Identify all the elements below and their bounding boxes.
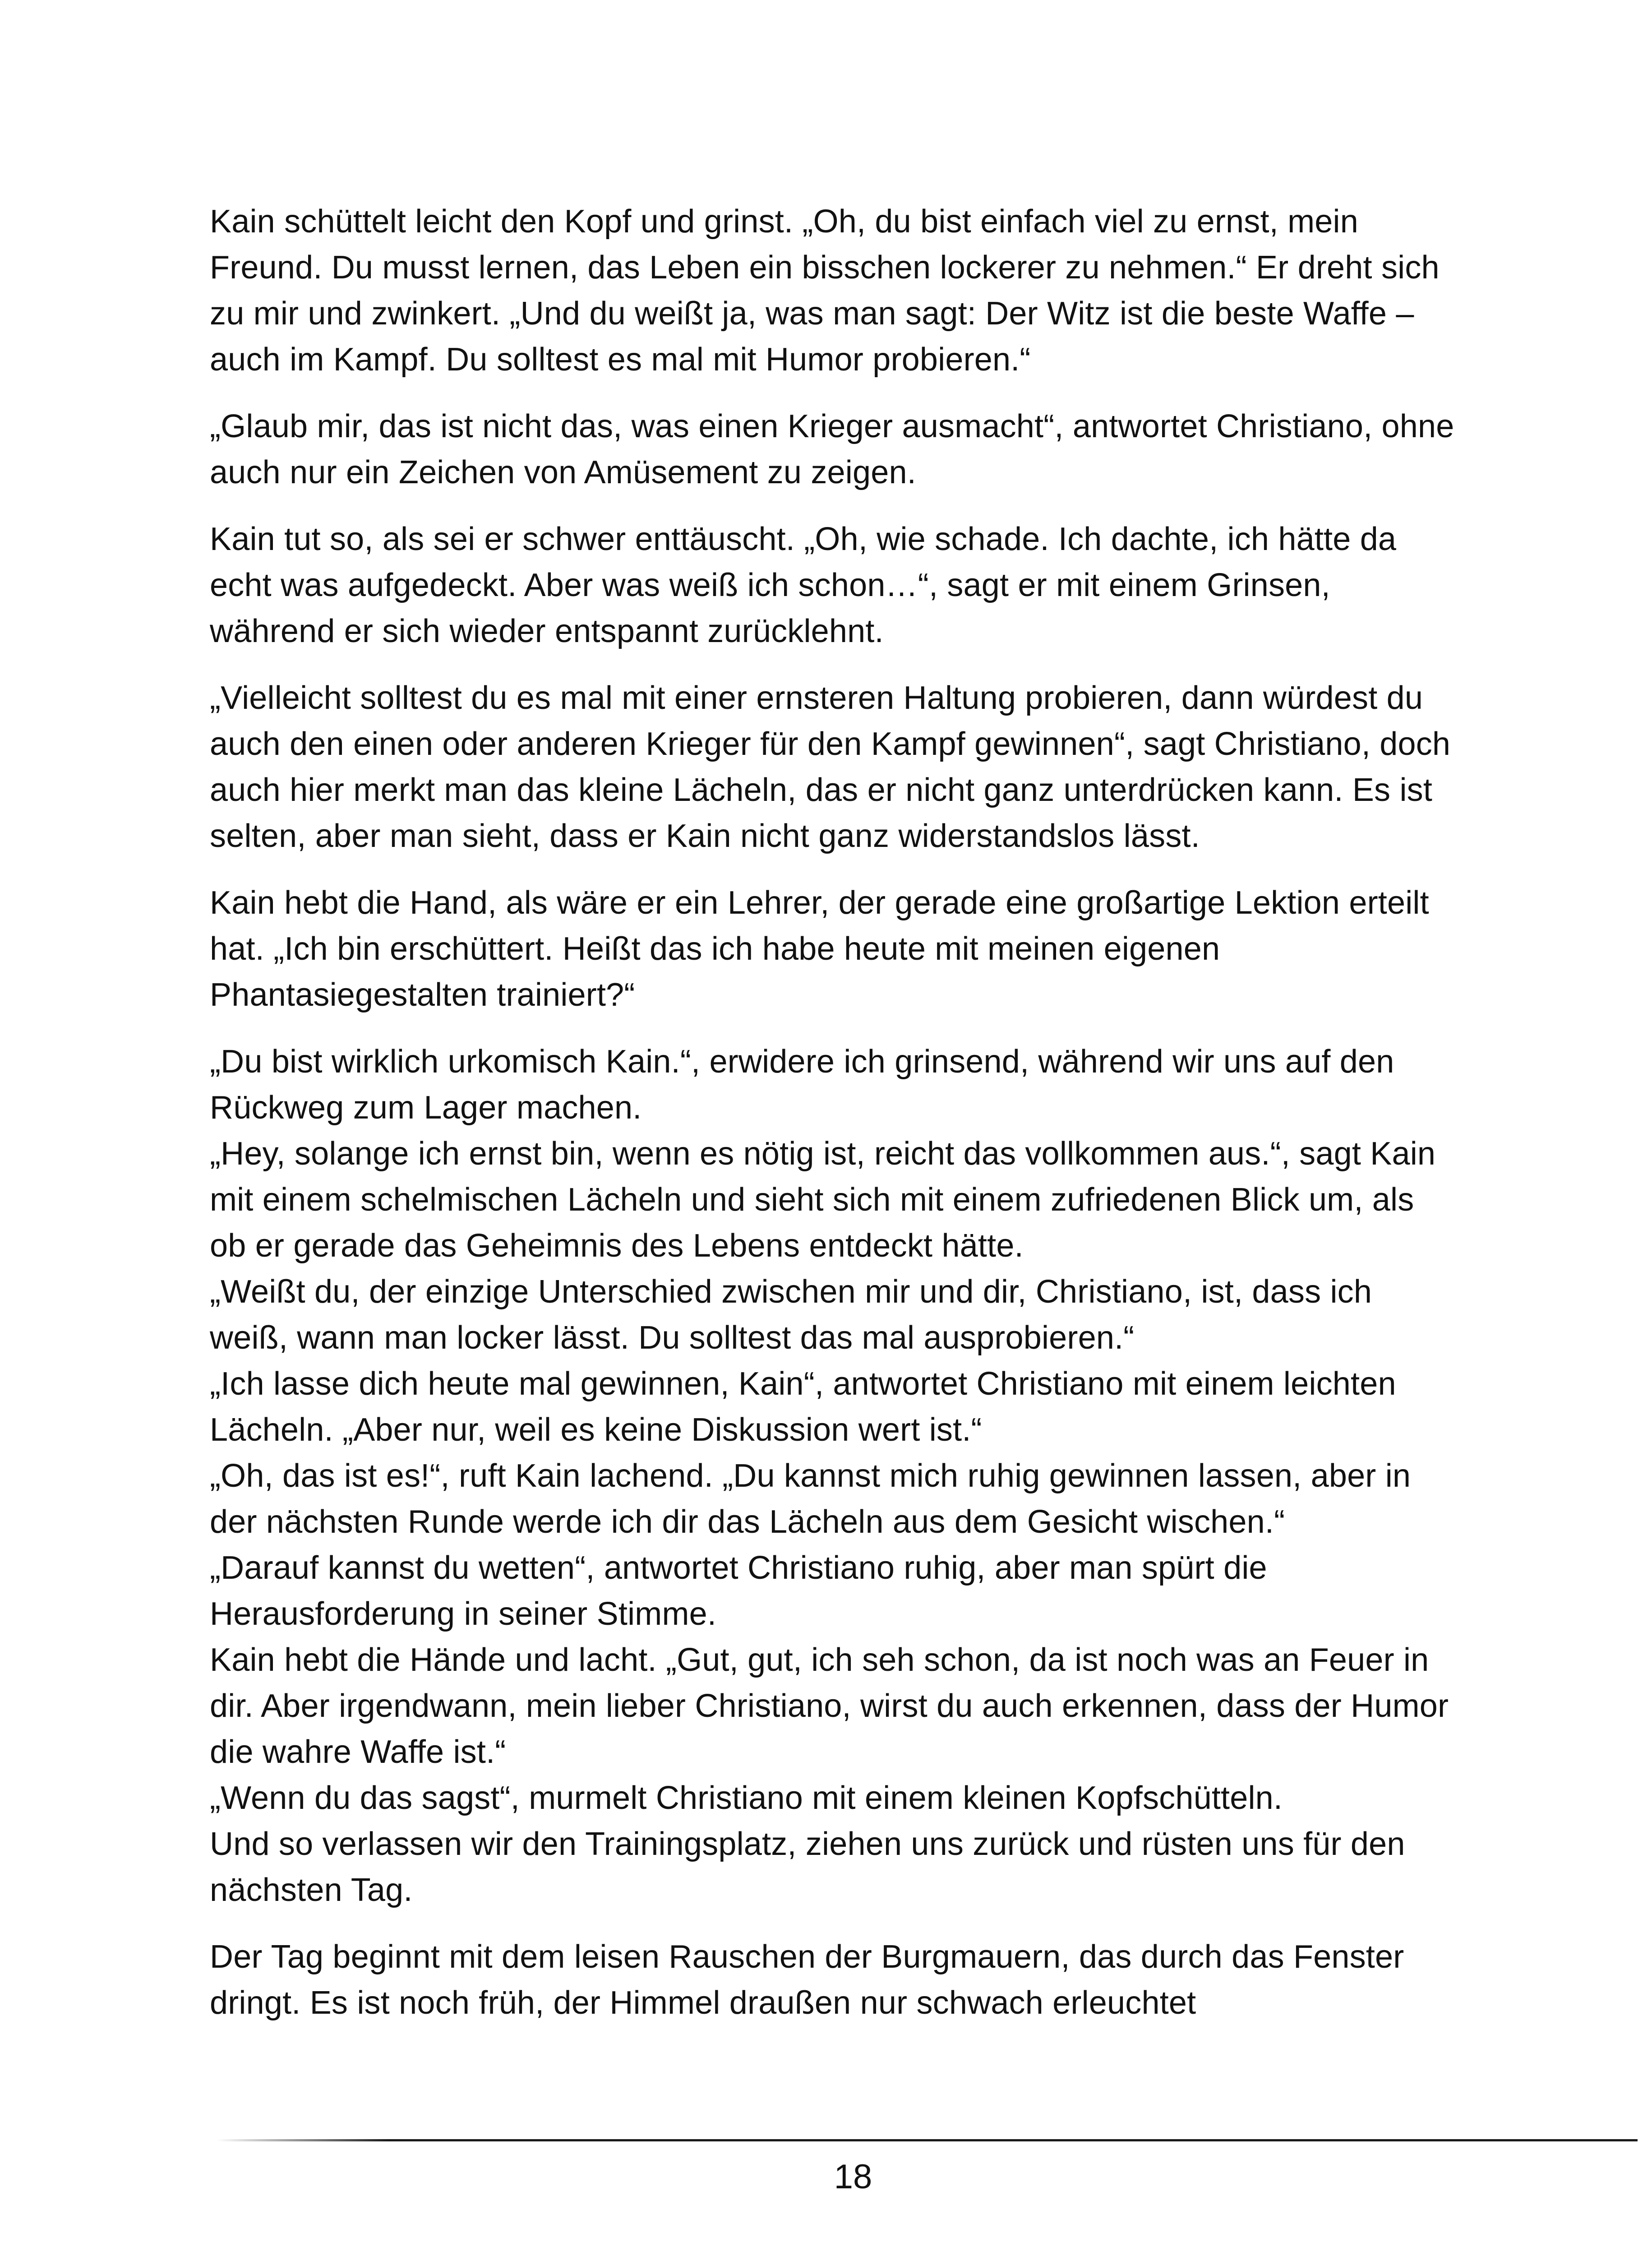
paragraph: Kain tut so, als sei er schwer enttäuscht. „Oh, wie schade. Ich dachte, ich hätte da echt was aufgedeckt. Aber was weiß ich schon…“, sagt er mit einem Grinsen, während er sich wieder entspannt zurücklehnt.	[210, 521, 1397, 649]
paragraph: Kain schüttelt leicht den Kopf und grinst. „Oh, du bist einfach viel zu ernst, mein Freund. Du musst lernen, das Leben ein bisschen lockerer zu nehmen.“ Er dreht sich zu mir und zwinkert. „Und du weißt ja, was man sagt: Der Witz ist die beste Waffe – auch im Kampf. Du solltest es mal mit Humor probieren.“	[210, 203, 1440, 378]
paragraph: „Wenn du das sagst“, murmelt Christiano mit einem kleinen Kopfschütteln.	[210, 1780, 1283, 1816]
paragraph: Kain hebt die Hände und lacht. „Gut, gut, ich seh schon, da ist noch was an Feuer in dir. Aber irgendwann, mein lieber Christiano, wirst du auch erkennen, dass der Humor die wahre Waffe ist.“	[210, 1642, 1449, 1770]
paragraph: „Ich lasse dich heute mal gewinnen, Kain“, antwortet Christiano mit einem leichten Lächeln. „Aber nur, weil es keine Diskussion wert ist.“	[210, 1366, 1396, 1448]
paragraph: „Weißt du, der einzige Unterschied zwischen mir und dir, Christiano, ist, dass ich weiß, wann man locker lässt. Du solltest das mal ausprobieren.“	[210, 1274, 1372, 1356]
paragraph: „Glaub mir, das ist nicht das, was einen Krieger ausmacht“, antwortet Christiano, ohne auch nur ein Zeichen von Amüsement zu zeigen.	[210, 408, 1454, 490]
paragraph: „Oh, das ist es!“, ruft Kain lachend. „Du kannst mich ruhig gewinnen lassen, aber in der nächsten Runde werde ich dir das Lächeln aus dem Gesicht wischen.“	[210, 1458, 1411, 1540]
page-number: 18	[834, 2158, 872, 2196]
paragraph: Kain hebt die Hand, als wäre er ein Lehrer, der gerade eine großartige Lektion erteilt hat. „Ich bin erschüttert. Heißt das ich habe heute mit meinen eigenen Phantasiegestalten trainiert?“	[210, 885, 1429, 1013]
paragraph: Und so verlassen wir den Trainingsplatz, ziehen uns zurück und rüsten uns für den nächsten Tag.	[210, 1826, 1405, 1908]
paragraph: „Hey, solange ich ernst bin, wenn es nötig ist, reicht das vollkommen aus.“, sagt Kain mit einem schelmischen Lächeln und sieht sich mit einem zufriedenen Blick um, als ob er gerade das Geheimnis des Lebens entdeckt hätte.	[210, 1136, 1436, 1264]
paragraph: „Vielleicht solltest du es mal mit einer ernsteren Haltung probieren, dann würdest du auch den einen oder anderen Krieger für den Kampf gewinnen“, sagt Christiano, doch auch hier merkt man das kleine Lächeln, das er nicht ganz unterdrücken kann. Es ist selten, aber man sieht, dass er Kain nicht ganz widerstandslos lässt.	[210, 680, 1451, 854]
footer-divider	[217, 2139, 1638, 2141]
paragraph: „Du bist wirklich urkomisch Kain.“, erwidere ich grinsend, während wir uns auf den Rückweg zum Lager machen.	[210, 1044, 1394, 1126]
body-text	[210, 199, 1455, 2026]
paragraph: Der Tag beginnt mit dem leisen Rauschen der Burgmauern, das durch das Fenster dringt. Es ist noch früh, der Himmel draußen nur schwach erleuchtet	[210, 1939, 1404, 2021]
paragraph: „Darauf kannst du wetten“, antwortet Christiano ruhig, aber man spürt die Herausforderung in seiner Stimme.	[210, 1550, 1267, 1632]
